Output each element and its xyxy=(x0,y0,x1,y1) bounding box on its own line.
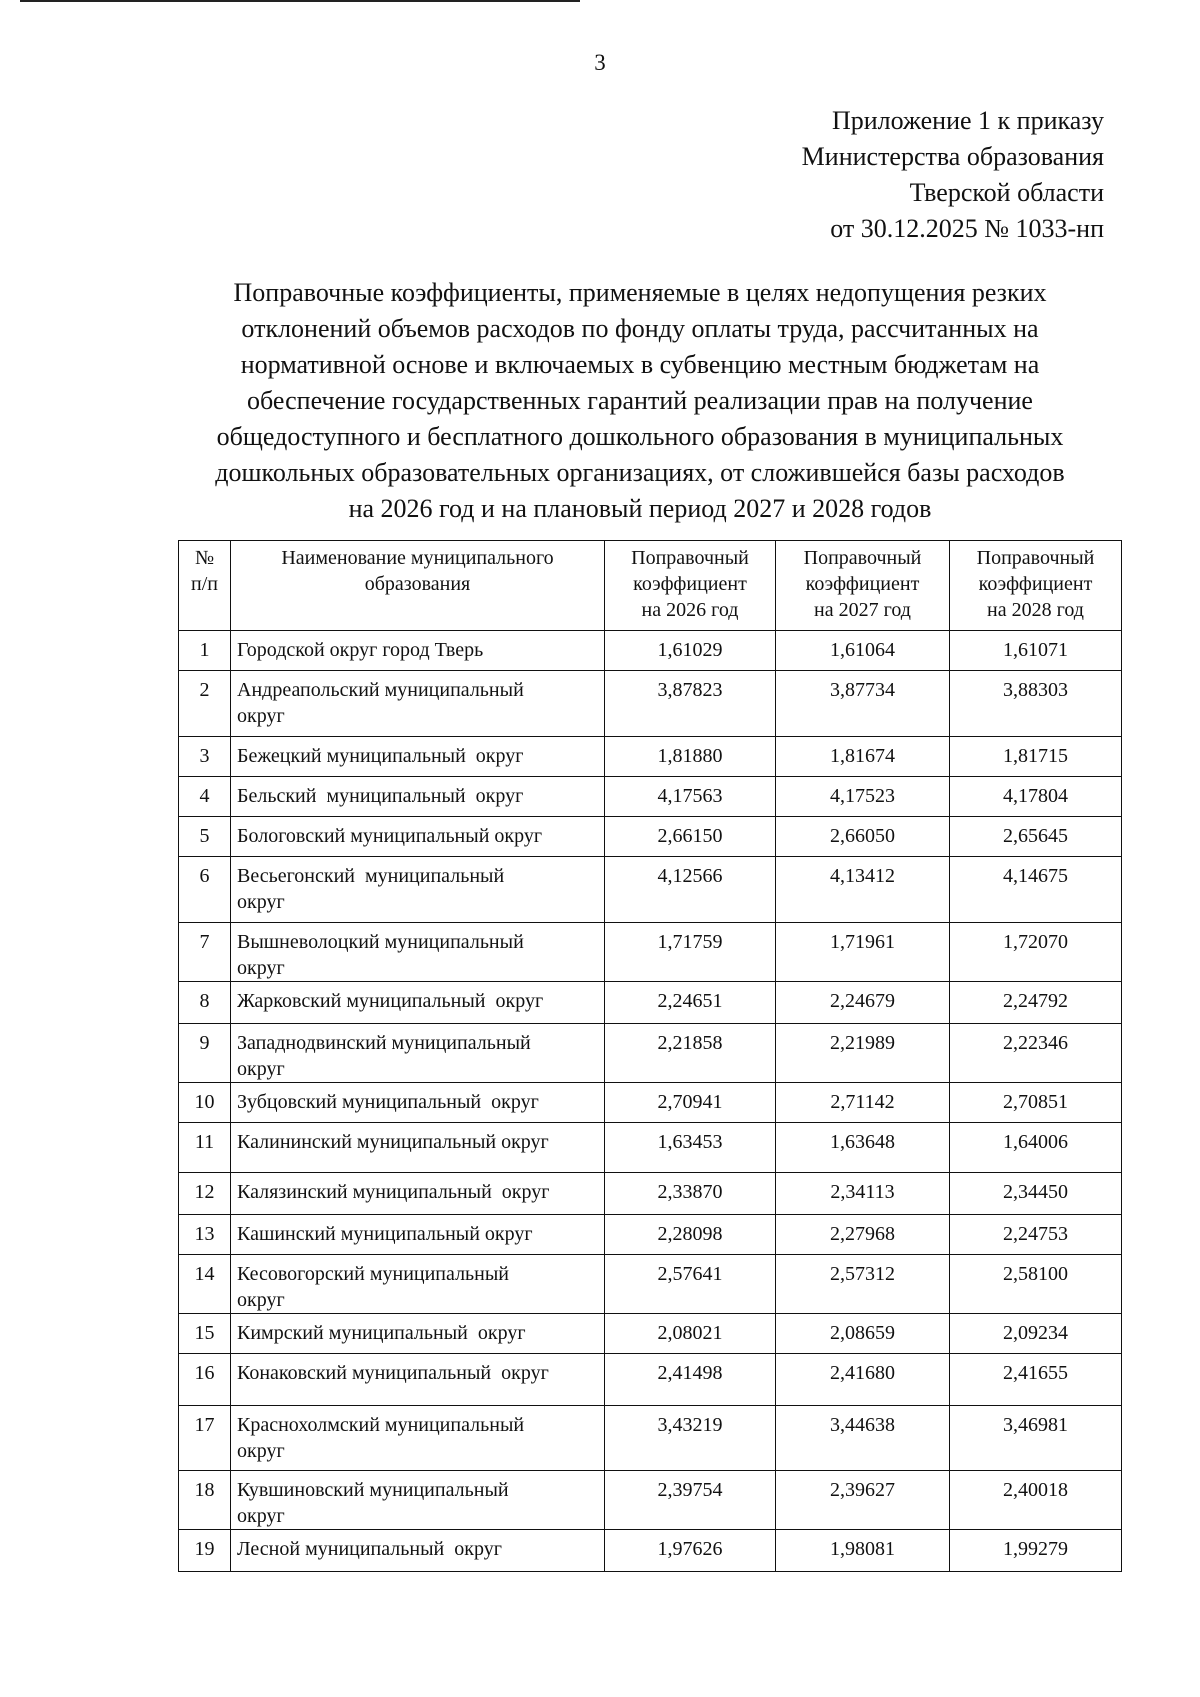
municipality-name-line: Зубцовский муниципальный округ xyxy=(237,1091,539,1113)
municipality-name xyxy=(231,1471,605,1530)
title-line: общедоступного и бесплатного дошкольного образования в муниципальных xyxy=(216,422,1064,451)
municipality-name-line: Конаковский муниципальный округ xyxy=(237,1362,549,1384)
coef-2026: 3,43219 xyxy=(605,1406,776,1471)
table-row xyxy=(179,737,1122,777)
coef-2027: 2,21989 xyxy=(776,1024,950,1083)
table-row xyxy=(179,923,1122,982)
municipality-name-line: Лесной муниципальный округ xyxy=(237,1538,502,1560)
table-row xyxy=(179,857,1122,923)
municipality-name xyxy=(231,1123,605,1173)
municipality-name-line: Кимрский муниципальный округ xyxy=(237,1322,526,1344)
table-row xyxy=(179,1314,1122,1354)
coef-2026: 2,57641 xyxy=(605,1255,776,1314)
municipality-name xyxy=(231,817,605,857)
coef-2027: 2,34113 xyxy=(776,1173,950,1215)
municipality-name xyxy=(231,631,605,671)
coef-2026: 2,21858 xyxy=(605,1024,776,1083)
municipality-name xyxy=(231,737,605,777)
row-number: 10 xyxy=(179,1083,231,1123)
coef-2026: 1,97626 xyxy=(605,1530,776,1572)
coef-2027: 2,08659 xyxy=(776,1314,950,1354)
title-line: на 2026 год и на плановый период 2027 и 2028 годов xyxy=(348,494,932,523)
municipality-name-line: Кашинский муниципальный округ xyxy=(237,1223,533,1245)
row-number: 5 xyxy=(179,817,231,857)
table-row xyxy=(179,671,1122,737)
header-name: Наименование муниципального образования xyxy=(231,541,605,631)
municipality-name-line: округ xyxy=(237,1058,285,1080)
municipality-name-line: Калязинский муниципальный округ xyxy=(237,1181,550,1203)
row-number: 18 xyxy=(179,1471,231,1530)
municipality-name-line: округ xyxy=(237,891,285,913)
coef-2028: 1,64006 xyxy=(950,1123,1122,1173)
coef-2027: 2,27968 xyxy=(776,1215,950,1255)
coef-2027: 1,81674 xyxy=(776,737,950,777)
coef-2027: 1,98081 xyxy=(776,1530,950,1572)
municipality-name-line: Западнодвинский муниципальный xyxy=(237,1032,531,1054)
table-row xyxy=(179,1471,1122,1530)
table-row xyxy=(179,1024,1122,1083)
table-row xyxy=(179,1083,1122,1123)
row-number: 2 xyxy=(179,671,231,737)
coef-2026: 2,41498 xyxy=(605,1354,776,1406)
row-number: 3 xyxy=(179,737,231,777)
row-number: 11 xyxy=(179,1123,231,1173)
coef-2026: 2,66150 xyxy=(605,817,776,857)
table-row xyxy=(179,1530,1122,1572)
municipality-name xyxy=(231,1255,605,1314)
municipality-name-line: Андреапольский муниципальный xyxy=(237,679,524,701)
coef-2028: 1,61071 xyxy=(950,631,1122,671)
table-row xyxy=(179,777,1122,817)
municipality-name xyxy=(231,1173,605,1215)
title-line: обеспечение государственных гарантий реализации прав на получение xyxy=(247,386,1033,415)
table-header-row xyxy=(179,541,1122,631)
row-number: 8 xyxy=(179,982,231,1024)
coef-2028: 2,40018 xyxy=(950,1471,1122,1530)
municipality-name xyxy=(231,1314,605,1354)
coef-2026: 3,87823 xyxy=(605,671,776,737)
coef-2027: 4,17523 xyxy=(776,777,950,817)
coef-2028: 2,41655 xyxy=(950,1354,1122,1406)
municipality-name-line: округ xyxy=(237,957,285,979)
coef-2026: 1,81880 xyxy=(605,737,776,777)
coef-2027: 1,71961 xyxy=(776,923,950,982)
table-row xyxy=(179,817,1122,857)
coef-2027: 3,44638 xyxy=(776,1406,950,1471)
row-number: 16 xyxy=(179,1354,231,1406)
coef-2028: 1,72070 xyxy=(950,923,1122,982)
coef-2026: 2,70941 xyxy=(605,1083,776,1123)
header-num: № п/п xyxy=(179,541,231,631)
coef-2027: 2,57312 xyxy=(776,1255,950,1314)
municipality-name-line: Бежецкий муниципальный округ xyxy=(237,745,524,767)
coef-2028: 2,24753 xyxy=(950,1215,1122,1255)
municipality-name-line: Кувшиновский муниципальный xyxy=(237,1479,509,1501)
row-number: 6 xyxy=(179,857,231,923)
scan-edge-line xyxy=(20,0,580,2)
table-body xyxy=(179,631,1122,1572)
page-number: 3 xyxy=(594,50,606,75)
coef-2027: 2,39627 xyxy=(776,1471,950,1530)
municipality-name-line: Городской округ город Тверь xyxy=(237,639,484,661)
municipality-name xyxy=(231,923,605,982)
row-number: 17 xyxy=(179,1406,231,1471)
coef-2028: 2,22346 xyxy=(950,1024,1122,1083)
municipality-name-line: Краснохолмский муниципальный xyxy=(237,1414,525,1436)
municipality-name-line: округ xyxy=(237,1289,285,1311)
table-row xyxy=(179,1173,1122,1215)
coef-2027: 4,13412 xyxy=(776,857,950,923)
coef-2026: 2,28098 xyxy=(605,1215,776,1255)
coef-2028: 4,17804 xyxy=(950,777,1122,817)
header-2026: Поправочный коэффициент на 2026 год xyxy=(605,541,776,631)
municipality-name-line: Вышневолоцкий муниципальный xyxy=(237,931,524,953)
municipality-name-line: Весьегонский муниципальный xyxy=(237,865,505,887)
coef-2027: 1,63648 xyxy=(776,1123,950,1173)
municipality-name xyxy=(231,982,605,1024)
table-row xyxy=(179,1354,1122,1406)
coef-2026: 4,17563 xyxy=(605,777,776,817)
coef-2026: 2,33870 xyxy=(605,1173,776,1215)
appendix-line: Министерства образования xyxy=(801,142,1104,171)
row-number: 4 xyxy=(179,777,231,817)
municipality-name-line: округ xyxy=(237,1440,285,1462)
coef-2028: 2,70851 xyxy=(950,1083,1122,1123)
appendix-line: Приложение 1 к приказу xyxy=(831,106,1104,135)
coef-2026: 2,24651 xyxy=(605,982,776,1024)
municipality-name xyxy=(231,1024,605,1083)
municipality-name-line: округ xyxy=(237,1505,285,1527)
coef-2028: 4,14675 xyxy=(950,857,1122,923)
coef-2028: 2,34450 xyxy=(950,1173,1122,1215)
coef-2028: 1,99279 xyxy=(950,1530,1122,1572)
title-line: нормативной основе и включаемых в субвенцию местным бюджетам на xyxy=(240,350,1040,379)
coef-2027: 2,41680 xyxy=(776,1354,950,1406)
appendix-header xyxy=(802,103,1104,247)
coef-2028: 3,88303 xyxy=(950,671,1122,737)
coef-2027: 3,87734 xyxy=(776,671,950,737)
municipality-name-line: округ xyxy=(237,705,285,727)
title-line: отклонений объемов расходов по фонду оплаты труда, рассчитанных на xyxy=(241,314,1039,343)
row-number: 15 xyxy=(179,1314,231,1354)
coef-2028: 2,09234 xyxy=(950,1314,1122,1354)
coef-2027: 2,71142 xyxy=(776,1083,950,1123)
municipality-name-line: Бельский муниципальный округ xyxy=(237,785,524,807)
row-number: 12 xyxy=(179,1173,231,1215)
table-row xyxy=(179,1406,1122,1471)
municipality-name xyxy=(231,777,605,817)
municipality-name xyxy=(231,857,605,923)
municipality-name xyxy=(231,1083,605,1123)
table-row xyxy=(179,1123,1122,1173)
coef-2027: 1,61064 xyxy=(776,631,950,671)
document-title xyxy=(160,275,1120,527)
appendix-line: от 30.12.2025 № 1033-нп xyxy=(830,214,1104,243)
coef-2026: 4,12566 xyxy=(605,857,776,923)
coef-2028: 3,46981 xyxy=(950,1406,1122,1471)
row-number: 13 xyxy=(179,1215,231,1255)
coef-2026: 1,63453 xyxy=(605,1123,776,1173)
municipality-name xyxy=(231,1406,605,1471)
header-2027: Поправочный коэффициент на 2027 год xyxy=(776,541,950,631)
table-row xyxy=(179,982,1122,1024)
coef-2028: 2,58100 xyxy=(950,1255,1122,1314)
row-number: 1 xyxy=(179,631,231,671)
municipality-name xyxy=(231,671,605,737)
row-number: 19 xyxy=(179,1530,231,1572)
header-2028: Поправочный коэффициент на 2028 год xyxy=(950,541,1122,631)
municipality-name-line: Кесовогорский муниципальный xyxy=(237,1263,510,1285)
coef-2027: 2,66050 xyxy=(776,817,950,857)
municipality-name-line: Бологовский муниципальный округ xyxy=(237,825,543,847)
coef-2027: 2,24679 xyxy=(776,982,950,1024)
municipality-name xyxy=(231,1354,605,1406)
table-row xyxy=(179,1255,1122,1314)
coef-2026: 1,71759 xyxy=(605,923,776,982)
coef-2026: 2,39754 xyxy=(605,1471,776,1530)
title-line: дошкольных образовательных организациях, от сложившейся базы расходов xyxy=(215,458,1065,487)
municipality-name-line: Калининский муниципальный округ xyxy=(237,1131,549,1153)
municipality-name xyxy=(231,1530,605,1572)
coef-2026: 2,08021 xyxy=(605,1314,776,1354)
coef-2028: 2,24792 xyxy=(950,982,1122,1024)
municipality-name-line: Жарковский муниципальный округ xyxy=(237,990,544,1012)
coefficients-table xyxy=(178,540,1122,1572)
coef-2028: 1,81715 xyxy=(950,737,1122,777)
municipality-name xyxy=(231,1215,605,1255)
coef-2026: 1,61029 xyxy=(605,631,776,671)
coef-2028: 2,65645 xyxy=(950,817,1122,857)
row-number: 9 xyxy=(179,1024,231,1083)
row-number: 14 xyxy=(179,1255,231,1314)
appendix-line: Тверской области xyxy=(909,178,1104,207)
title-line: Поправочные коэффициенты, применяемые в целях недопущения резких xyxy=(233,278,1047,307)
row-number: 7 xyxy=(179,923,231,982)
table-row xyxy=(179,1215,1122,1255)
table-row xyxy=(179,631,1122,671)
